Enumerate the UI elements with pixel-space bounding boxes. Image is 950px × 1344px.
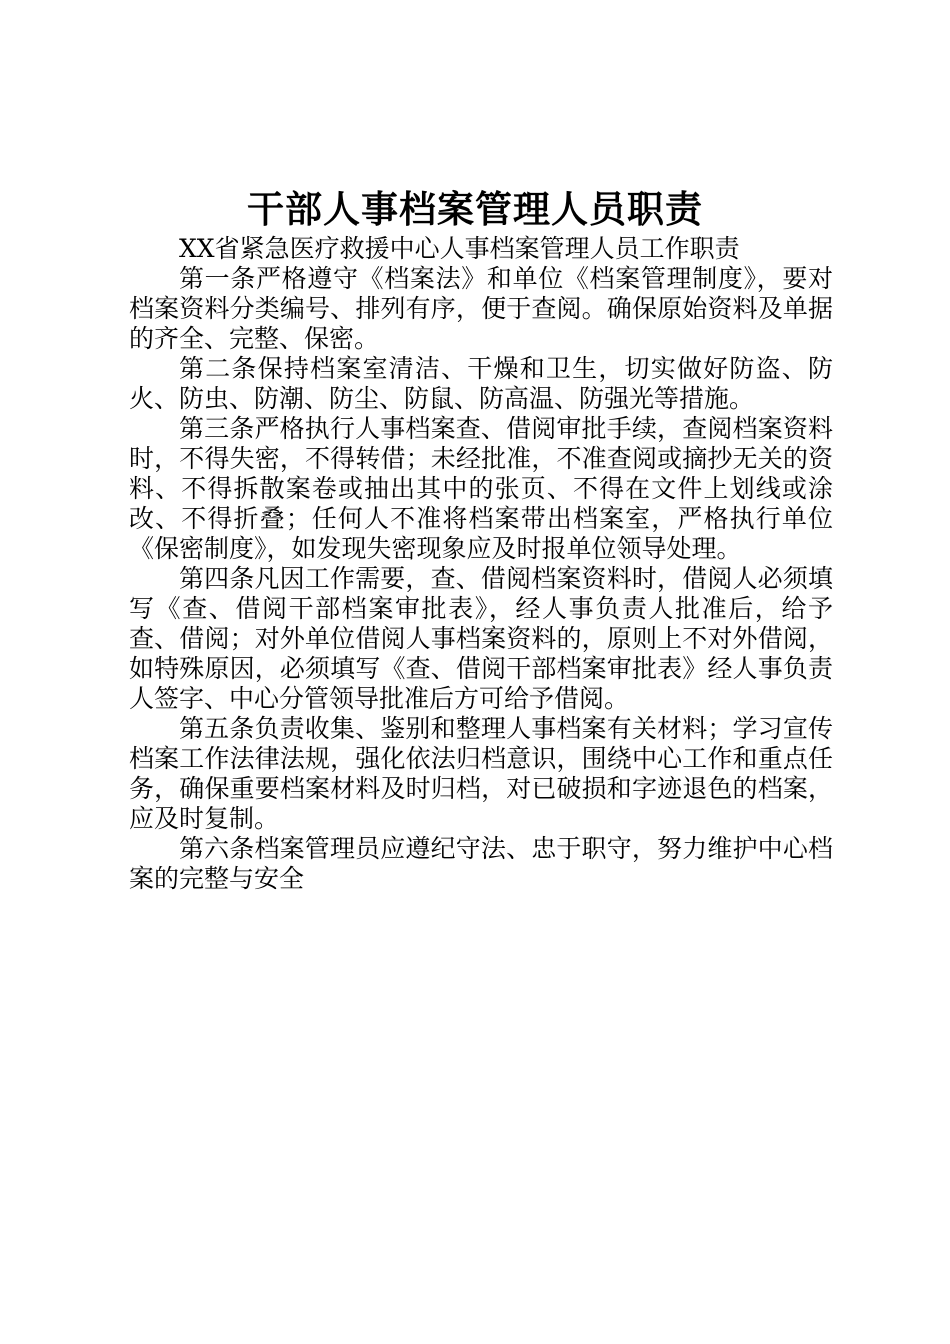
paragraph-article-4: 第四条凡因工作需要，查、借阅档案资料时，借阅人必须填写《查、借阅干部档案审批表》，经人事负责人批准后，给予查、借阅；对外单位借阅人事档案资料的，原则上不对外借阅，如特殊原因，必须填写《查、借阅干部档案审批表》经人事负责人签字、中心分管领导批准后方可给予借阅。: [129, 564, 833, 713]
paragraph-header: XX省紧急医疗救援中心人事档案管理人员工作职责: [179, 234, 740, 263]
paragraph-article-1: 第一条严格遵守《档案法》和单位《档案管理制度》，要对档案资料分类编号、排列有序，便于查阅。确保原始资料及单据的齐全、完整、保密。: [129, 264, 833, 353]
paragraph-article-3: 第三条严格执行人事档案查、借阅审批手续，查阅档案资料时，不得失密，不得转借；未经批准，不准查阅或摘抄无关的资料、不得拆散案卷或抽出其中的张页、不得在文件上划线或涂改、不得折叠；任何人不准将档案带出档案室，严格执行单位《保密制度》，如发现失密现象应及时报单位领导处理。: [129, 414, 833, 563]
document-body: [129, 234, 833, 894]
paragraph-article-5: 第五条负责收集、鉴别和整理人事档案有关材料；学习宣传档案工作法律法规，强化依法归档意识，围绕中心工作和重点任务，确保重要档案材料及时归档，对已破损和字迹退色的档案，应及时复制。: [129, 714, 833, 833]
document-title: 干部人事档案管理人员职责: [247, 187, 703, 231]
paragraph-article-6: 第六条档案管理员应遵纪守法、忠于职守，努力维护中心档案的完整与安全: [129, 834, 833, 893]
paragraph-article-2: 第二条保持档案室清洁、干燥和卫生，切实做好防盗、防火、防虫、防潮、防尘、防鼠、防高温、防强光等措施。: [129, 354, 833, 413]
